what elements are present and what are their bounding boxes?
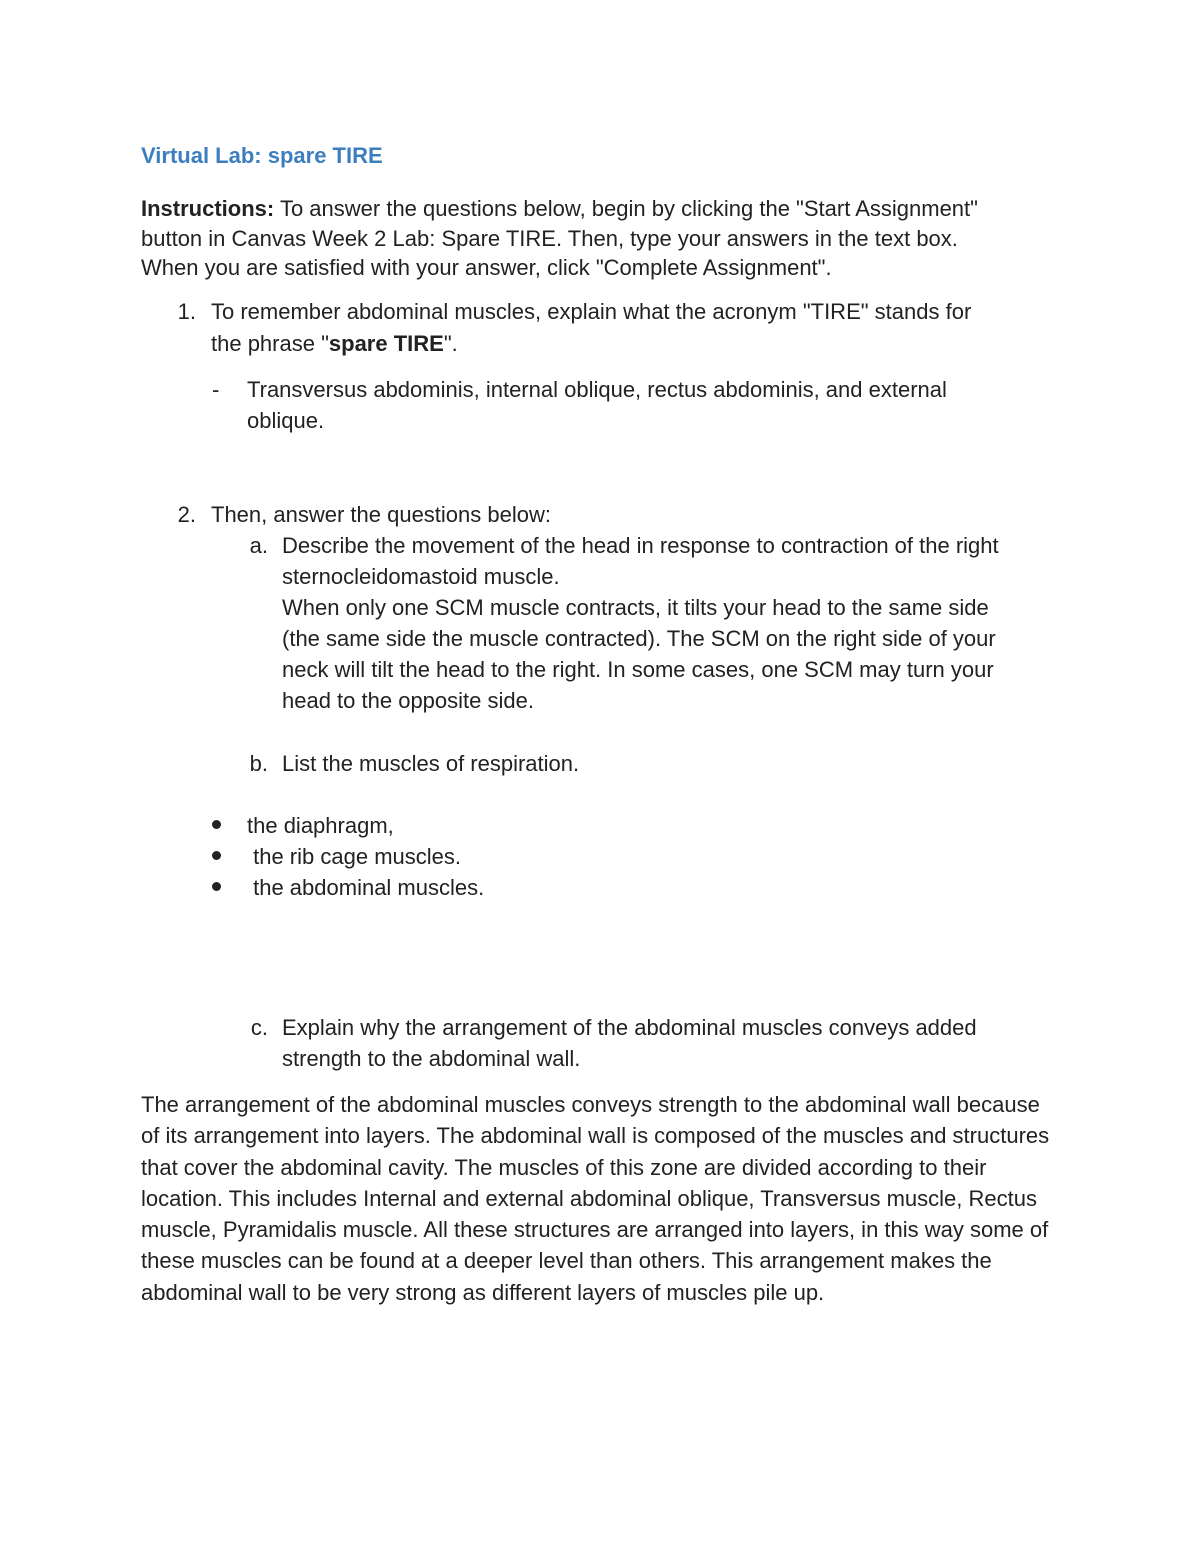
q2c-letter: c.	[250, 1015, 268, 1040]
q1-number: 1.	[177, 299, 196, 324]
page-title: Virtual Lab: spare TIRE	[141, 143, 383, 168]
q1-answer-line-1: Transversus abdominis, internal oblique, rectus abdominis, and external	[247, 377, 947, 402]
q1-line-2-suffix: ".	[443, 331, 458, 356]
q2a-answer-line-2: (the same side the muscle contracted). The SCM on the right side of your	[282, 626, 996, 651]
bullet-dot-icon	[212, 882, 221, 891]
q2b-letter: b.	[249, 751, 268, 776]
bullet-dot-icon	[212, 851, 221, 860]
q2a-answer-line-4: head to the opposite side.	[282, 688, 534, 713]
q1-line-2-bold: spare TIRE	[328, 331, 444, 356]
q2a-letter: a.	[249, 533, 268, 558]
bullet-dot-icon	[212, 820, 221, 829]
q2b-bullet-3: the abdominal muscles.	[247, 875, 485, 900]
q2-text: Then, answer the questions below:	[211, 502, 551, 527]
q2c-line-2: strength to the abdominal wall.	[282, 1046, 581, 1071]
q2a-line-1: Describe the movement of the head in response to contraction of the right	[282, 533, 999, 558]
q1-answer-dash: -	[212, 377, 220, 402]
q2b-bullet-1: the diaphragm,	[247, 813, 394, 838]
q2a-answer-line-1: When only one SCM muscle contracts, it tilts your head to the same side	[282, 595, 989, 620]
q2b-bullet-2: the rib cage muscles.	[247, 844, 461, 869]
q1-answer-line-2: oblique.	[247, 408, 325, 433]
q2a-line-2: sternocleidomastoid muscle.	[282, 564, 560, 589]
instructions-line-3: When you are satisfied with your answer, click "Complete Assignment".	[141, 255, 832, 280]
q2a-answer-line-3: neck will tilt the head to the right. In some cases, one SCM may turn your	[282, 657, 994, 682]
q1-line-2-prefix: the phrase "	[211, 331, 329, 356]
instructions-text-1: To answer the questions below, begin by clicking the "Start Assignment"	[279, 196, 978, 221]
instructions-label: Instructions:	[141, 196, 275, 221]
q1-line-1: To remember abdominal muscles, explain what the acronym "TIRE" stands for	[211, 299, 972, 324]
instructions-line-2: button in Canvas Week 2 Lab: Spare TIRE. Then, type your answers in the text box.	[141, 226, 958, 251]
q2c-line-1: Explain why the arrangement of the abdominal muscles conveys added	[282, 1015, 977, 1040]
q1-line-2	[211, 328, 458, 359]
final-answer-paragraph: The arrangement of the abdominal muscles conveys strength to the abdominal wall because of its arrangement into layers. The abdominal wall is composed of the muscles and structures that cover the abdominal cavity. The muscles of this zone are divided according to their location. This includes Internal and external abdominal oblique, Transversus muscle, Rectus muscle, Pyramidalis muscle. All these structures are arranged into layers, in this way some of these muscles can be found at a deeper level than others. This arrangement makes the abdominal wall to be very strong as different layers of muscles pile up.	[141, 1092, 1050, 1305]
instructions-line-1	[141, 193, 978, 224]
q2b-text: List the muscles of respiration.	[282, 751, 580, 776]
q2-number: 2.	[177, 502, 196, 527]
